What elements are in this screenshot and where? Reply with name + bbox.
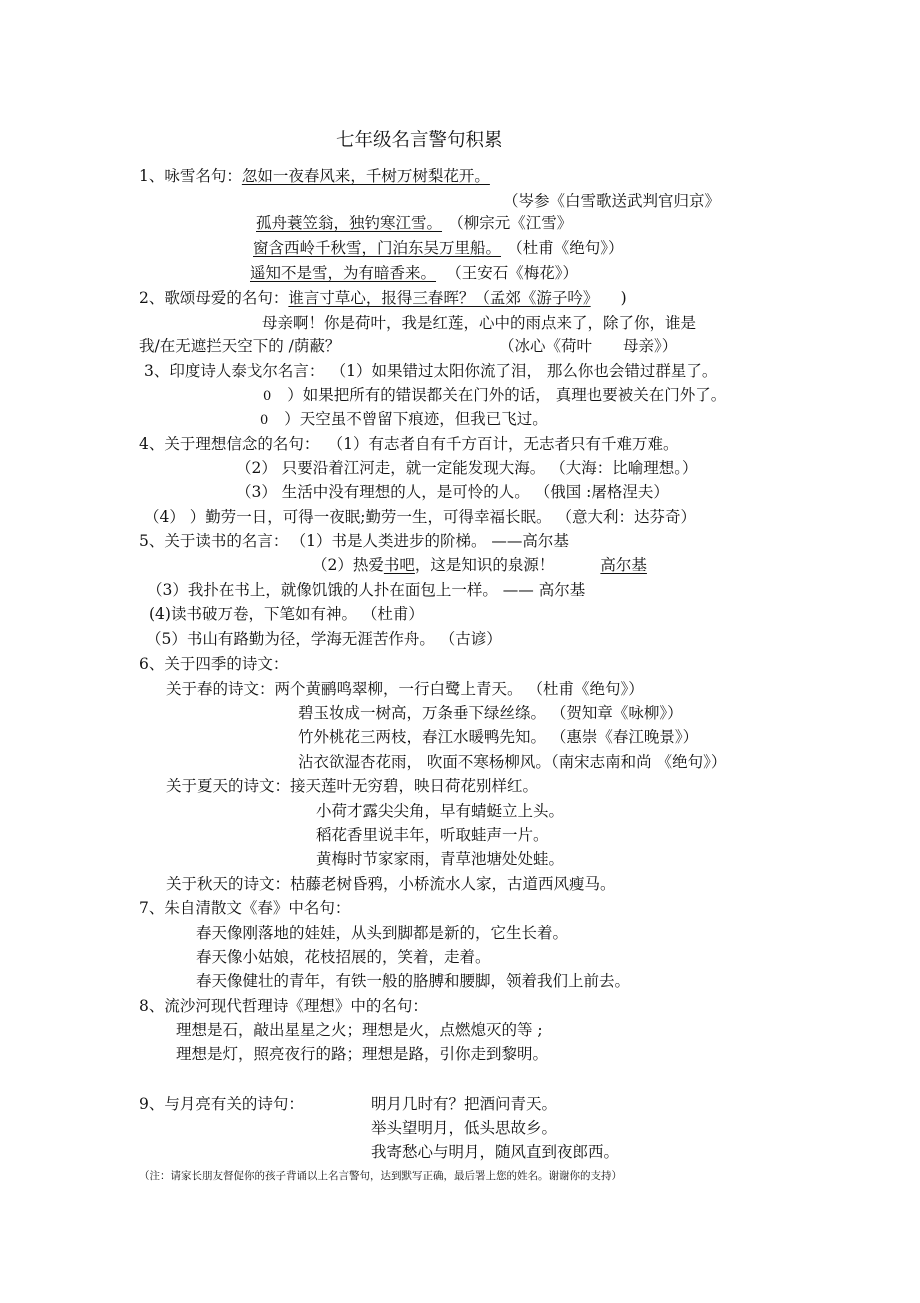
spring-quote-3: 竹外桃花三两枝，春江水暖鸭先知。 （惠崇《春江晚景》）: [298, 728, 699, 746]
section-8-quote-1: 理想是石，敲出星星之火；理想是火，点燃熄灭的等 ;: [176, 1021, 543, 1039]
section-8-heading: 8、流沙河现代哲理诗《理想》中的名句：: [139, 997, 428, 1015]
section-2-quote-3: [139, 336, 678, 356]
section-4-heading: 4、关于理想信念的名句：: [139, 435, 320, 453]
quote-text: 谁言寸草心，报得三春晖？（孟郊《游子吟》: [288, 289, 591, 307]
summer-quote-4: 黄梅时节家家雨，青草池塘处处蛙。: [316, 850, 565, 868]
section-2-quote-2: 母亲啊！你是荷叶，我是红莲，心中的雨点来了，除了你，谁是: [262, 314, 697, 332]
quote-text: 遥知不是雪，为有暗香来。: [250, 264, 437, 282]
section-5-heading: 5、关于读书的名言：: [139, 532, 289, 550]
section-1-source-1: （岑参《白雪歌送武判官归京》: [503, 192, 721, 210]
quote-text: 忽如一夜春风来，千树万树梨花开。: [241, 167, 490, 185]
autumn-quote-1: [166, 874, 616, 894]
section-1-quote-3: [253, 238, 624, 258]
section-1-quote-1: [139, 166, 490, 186]
list-number: 0: [263, 389, 272, 404]
section-5-quote-2: [312, 555, 647, 575]
quote-text: 我/在无遮拦天空下的 /荫蔽？: [139, 337, 341, 355]
quote-text: ，这是知识的泉源！: [414, 556, 555, 574]
section-1-quote-2: [256, 213, 572, 233]
quote-source: 高尔基: [600, 556, 647, 574]
spring-quote-1: [166, 679, 644, 699]
autumn-label: 关于秋天的诗文：: [166, 875, 291, 893]
section-3-heading: 3、印度诗人泰戈尔名言：: [144, 362, 325, 380]
section-3-quote-1: [144, 361, 717, 381]
quote-source: （杜甫《绝句》）: [515, 239, 624, 257]
section-9-quote-1: 明月几时有？把酒问青天。: [371, 1095, 558, 1113]
section-1-heading: 1、咏雪名句：: [139, 167, 242, 185]
summer-quote-2: 小荷才露尖尖角，早有蜻蜓立上头。: [316, 802, 565, 820]
section-4-quote-2: （2） 只要沿着江河走，就一定能发现大海。 （大海：比喻理想。）: [236, 459, 698, 477]
quote-text: ）如果把所有的错误都关在门外的话， 真理也要被关在门外了。: [287, 386, 727, 404]
summer-quote-1: [166, 776, 538, 796]
quote-text: 枯藤老树昏鸦，小桥流水人家，古道西风瘦马。: [290, 875, 616, 893]
quote-text: （2）热爱: [312, 556, 384, 574]
footnote: （注：请家长朋友督促你的孩子背诵以上名言警句，达到默写正确，最后署上您的姓名。谢谢你的支持）: [139, 1170, 622, 1182]
section-5-quote-3: （3）我扑在书上，就像饥饿的人扑在面包上一样。 —— 高尔基: [147, 581, 586, 599]
quote-text-underlined: 书吧: [383, 556, 415, 574]
quote-text: （1）书是人类进步的阶梯。 ——高尔基: [298, 532, 569, 550]
quote-text: 接天莲叶无穷碧，映日荷花别样红。: [290, 777, 539, 795]
quote-source: （王安石《梅花》）: [454, 264, 579, 282]
quote-text: （1）如果错过太阳你流了泪， 那么你也会错过群星了。: [338, 362, 718, 380]
spring-quote-2: 碧玉妆成一树高，万条垂下绿丝绦。 （贺知章《咏柳》）: [298, 704, 683, 722]
section-3-quote-3: [260, 409, 548, 431]
section-7-quote-1: 春天像刚落地的娃娃，从头到脚都是新的，它生长着。: [196, 924, 569, 942]
section-2-quote-1: [139, 288, 627, 308]
section-5-quote-4: (4)读书破万卷，下笔如有神。 （杜甫）: [149, 605, 424, 623]
quote-text: ）天空虽不曾留下痕迹，但我已飞过。: [284, 410, 548, 428]
summer-quote-3: 稻花香里说丰年，听取蛙声一片。: [316, 826, 549, 844]
section-7-heading: 7、朱自清散文《春》中名句：: [139, 899, 351, 917]
section-4-quote-4: （4） ）勤劳一日，可得一夜眠;勤劳一生，可得幸福长眠。 （意大利：达芬奇）: [144, 508, 696, 526]
section-4-quote-1: [139, 434, 679, 454]
quote-source: （柳宗元《江雪》: [456, 214, 573, 232]
section-6-heading: 6、关于四季的诗文：: [139, 655, 289, 673]
closing-paren: ): [620, 289, 627, 307]
spring-label: 关于春的诗文：: [166, 680, 275, 698]
section-3-quote-2: [263, 385, 726, 407]
summer-label: 关于夏天的诗文：: [166, 777, 291, 795]
quote-text: 孤舟蓑笠翁，独钓寒江雪。: [256, 214, 443, 232]
list-number: 0: [260, 413, 269, 428]
section-2-heading: 2、歌颂母爱的名句：: [139, 289, 289, 307]
section-9-heading: 9、与月亮有关的诗句：: [139, 1095, 304, 1113]
section-9-quote-3: 我寄愁心与明月，随风直到夜郎西。: [371, 1143, 620, 1161]
quote-text: 两个黄鹂鸣翠柳，一行白鹭上青天。 （杜甫《绝句》）: [274, 680, 644, 698]
section-7-quote-2: 春天像小姑娘，花枝招展的，笑着，走着。: [196, 948, 491, 966]
page-title: 七年级名言警句积累: [336, 130, 503, 151]
section-7-quote-3: 春天像健壮的青年，有铁一般的胳膊和腰脚，领着我们上前去。: [196, 972, 631, 990]
section-1-quote-4: [250, 263, 578, 283]
quote-text: 窗含西岭千秋雪，门泊东吴万里船。: [253, 239, 502, 257]
quote-source: （冰心《荷叶 母亲》）: [499, 337, 678, 355]
section-9-quote-2: 举头望明月，低头思故乡。: [371, 1119, 558, 1137]
quote-text: （1）有志者自有千方百计，无志者只有千难万难。: [335, 435, 679, 453]
section-5-quote-5: （5）书山有路勤为径，学海无涯苦作舟。 （古谚）: [146, 630, 502, 648]
spring-quote-4: 沾衣欲湿杏花雨， 吹面不寒杨柳风。（南宋志南和尚 《绝句》）: [298, 753, 727, 771]
section-5-quote-1: [139, 531, 569, 551]
section-4-quote-3: （3） 生活中没有理想的人，是可怜的人。 （俄国 :屠格涅夫）: [236, 483, 669, 501]
section-8-quote-2: 理想是灯，照亮夜行的路；理想是路，引你走到黎明。: [176, 1045, 549, 1063]
